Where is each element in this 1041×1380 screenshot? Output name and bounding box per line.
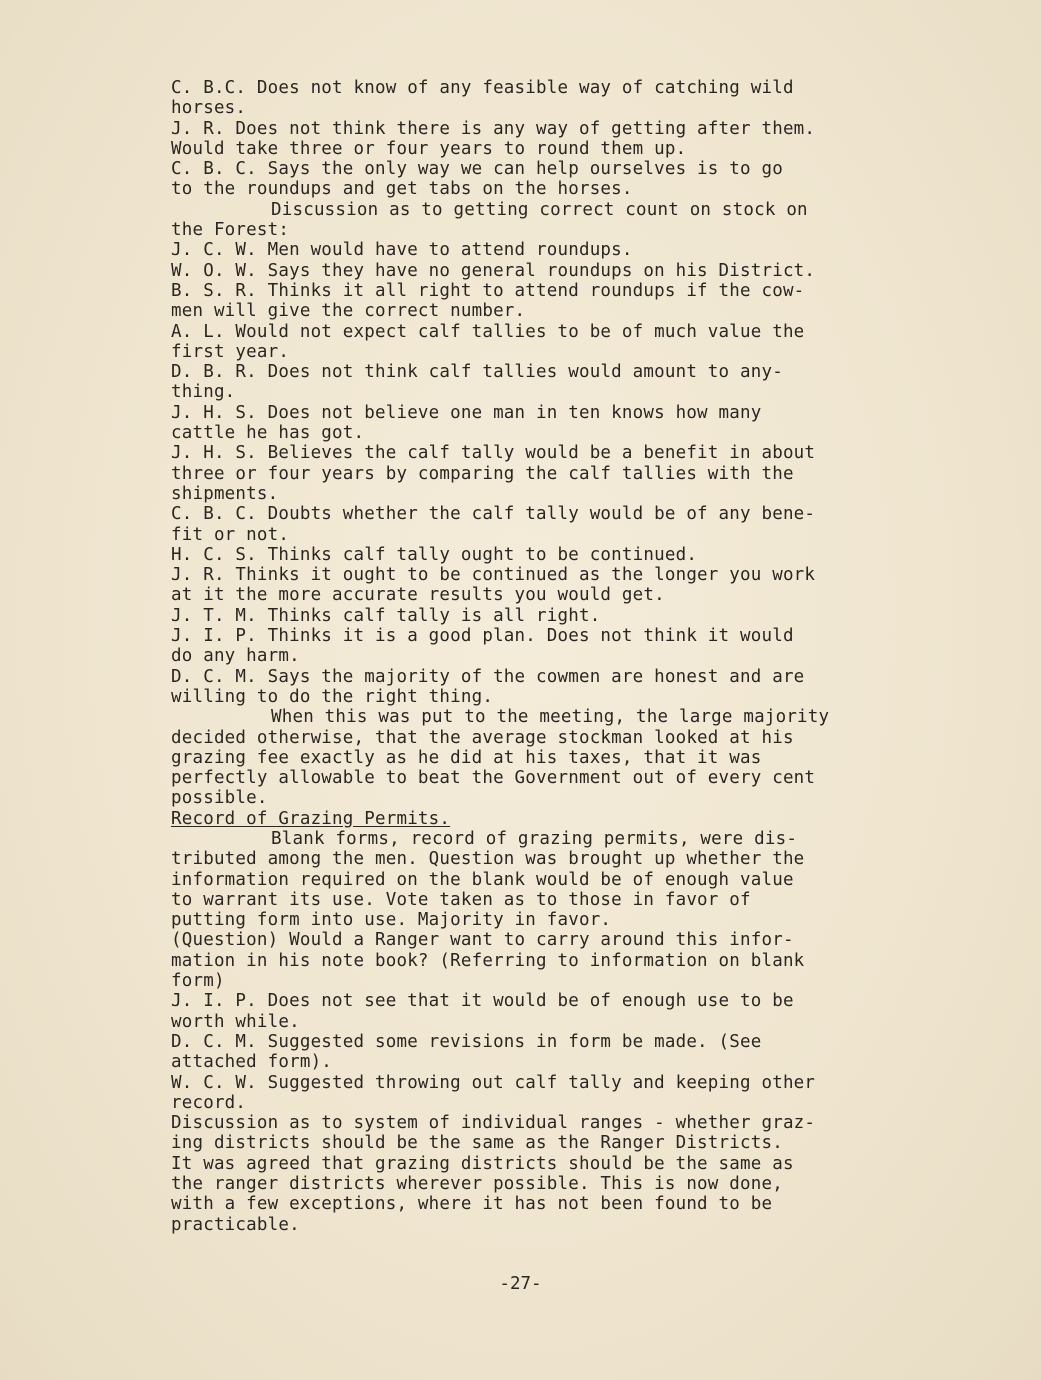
text-line: form) bbox=[171, 971, 225, 992]
text-line: J. R. Does not think there is any way of getting after them. bbox=[171, 118, 816, 139]
text-line: W. O. W. Says they have no general roundups on his District. bbox=[171, 260, 816, 281]
text-line: D. C. M. Says the majority of the cowmen are honest and are bbox=[171, 666, 805, 687]
text-line: the Forest: bbox=[171, 220, 290, 241]
text-line: the ranger districts wherever possible. This is now done, bbox=[171, 1174, 783, 1195]
text-line: information required on the blank would be of enough value bbox=[171, 869, 794, 890]
text-line: J. H. S. Believes the calf tally would be a benefit in about bbox=[171, 443, 816, 464]
text-line: J. I. P. Thinks it is a good plan. Does not think it would bbox=[171, 626, 794, 647]
text-line: shipments. bbox=[171, 483, 279, 504]
text-line: grazing fee exactly as he did at his taxes, that it was bbox=[171, 747, 762, 768]
text-line: It was agreed that grazing districts should be the same as bbox=[171, 1153, 794, 1174]
text-line: Would take three or four years to round them up. bbox=[171, 138, 687, 159]
typed-text-block bbox=[171, 78, 961, 1235]
text-line: tributed among the men. Question was brought up whether the bbox=[171, 849, 805, 870]
text-line: C. B. C. Doubts whether the calf tally would be of any bene- bbox=[171, 504, 816, 525]
page-number: -27- bbox=[499, 1274, 542, 1294]
text-line: H. C. S. Thinks calf tally ought to be continued. bbox=[171, 544, 698, 565]
text-line: possible. bbox=[171, 788, 268, 809]
text-line: B. S. R. Thinks it all right to attend roundups if the cow- bbox=[171, 280, 805, 301]
text-line: D. B. R. Does not think calf tallies would amount to any- bbox=[171, 362, 783, 383]
text-line: J. I. P. Does not see that it would be of enough use to be bbox=[171, 991, 794, 1012]
text-line: fit or not. bbox=[171, 524, 290, 545]
text-line: J. R. Thinks it ought to be continued as the longer you work bbox=[171, 565, 816, 586]
text-line: W. C. W. Suggested throwing out calf tally and keeping other bbox=[171, 1072, 816, 1093]
text-line: ing districts should be the same as the Ranger Districts. bbox=[171, 1133, 783, 1154]
text-line: practicable. bbox=[171, 1214, 300, 1235]
text-line: horses. bbox=[171, 98, 247, 119]
text-line: to the roundups and get tabs on the horses. bbox=[171, 179, 633, 200]
text-line: thing. bbox=[171, 382, 236, 403]
text-line: perfectly allowable to beat the Government out of every cent bbox=[171, 768, 816, 789]
text-line: worth while. bbox=[171, 1011, 300, 1032]
text-line: with a few exceptions, where it has not been found to be bbox=[171, 1194, 773, 1215]
text-line: first year. bbox=[171, 341, 290, 362]
text-line: J. H. S. Does not believe one man in ten knows how many bbox=[171, 402, 762, 423]
text-line: C. B. C. Says the only way we can help ourselves is to go bbox=[171, 159, 783, 180]
text-line: record. bbox=[171, 1092, 247, 1113]
text-line: putting form into use. Majority in favor. bbox=[171, 910, 612, 931]
text-line: cattle he has got. bbox=[171, 423, 365, 444]
text-line: (Question) Would a Ranger want to carry around this infor- bbox=[171, 930, 794, 951]
text-line: willing to do the right thing. bbox=[171, 686, 494, 707]
text-line: do any harm. bbox=[171, 646, 300, 667]
text-line: J. C. W. Men would have to attend roundups. bbox=[171, 240, 633, 261]
text-line: men will give the correct number. bbox=[171, 301, 526, 322]
section-heading: Record of Grazing Permits. bbox=[171, 808, 451, 829]
text-line: D. C. M. Suggested some revisions in form be made. (See bbox=[171, 1031, 762, 1052]
text-line: Discussion as to system of individual ranges - whether graz- bbox=[171, 1113, 816, 1134]
text-line: three or four years by comparing the calf tallies with the bbox=[171, 463, 794, 484]
text-line: A. L. Would not expect calf tallies to be of much value the bbox=[171, 321, 805, 342]
text-line: decided otherwise, that the average stockman looked at his bbox=[171, 727, 794, 748]
text-line: Discussion as to getting correct count on stock on bbox=[271, 199, 808, 220]
text-line: attached form). bbox=[171, 1052, 333, 1073]
text-line: C. B.C. Does not know of any feasible way of catching wild bbox=[171, 78, 794, 98]
text-line: to warrant its use. Vote taken as to those in favor of bbox=[171, 889, 751, 910]
text-line: Blank forms, record of grazing permits, were dis- bbox=[271, 828, 798, 849]
text-line: mation in his note book? (Referring to information on blank bbox=[171, 950, 805, 971]
text-line: J. T. M. Thinks calf tally is all right. bbox=[171, 605, 601, 626]
text-line: When this was put to the meeting, the large majority bbox=[271, 707, 830, 728]
text-line: at it the more accurate results you would get. bbox=[171, 585, 665, 606]
